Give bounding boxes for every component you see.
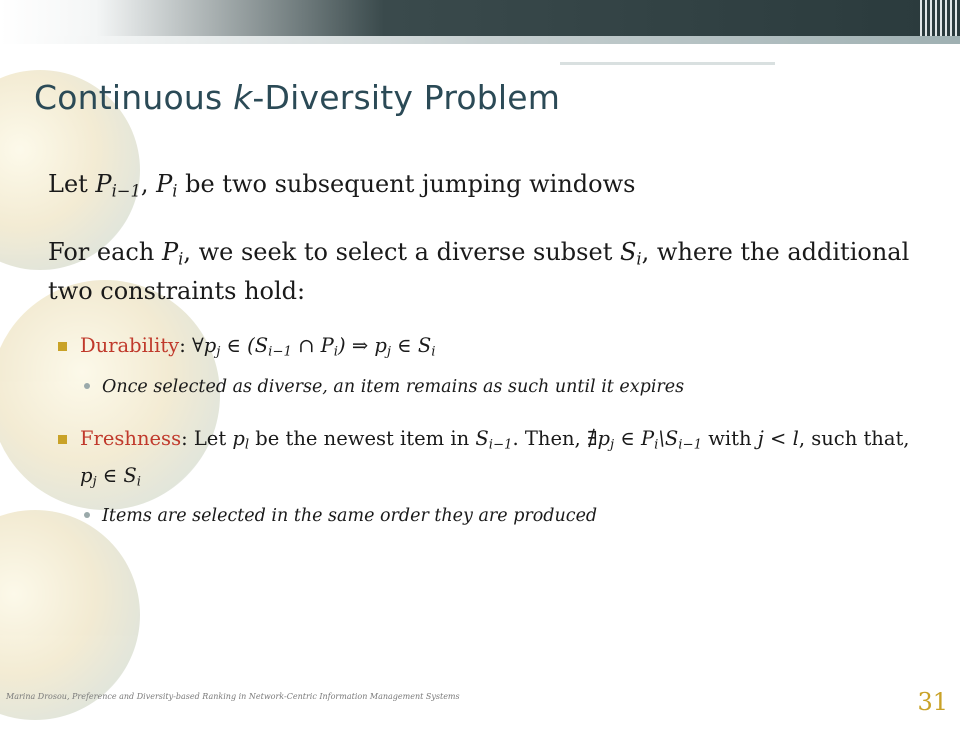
bullet-dot-icon [84, 383, 90, 389]
freshness-note: Items are selected in the same order they are produced [48, 503, 928, 529]
intro-paragraph-2: For each $P_i$, we seek to select a diverse subset $S_i$, where the additional two constraints hold: [48, 237, 910, 306]
header-stripes [920, 0, 960, 36]
intro-paragraph-1: Let $P_{i-1}$, $P_i$ be two subsequent jumping windows [48, 170, 636, 201]
page-number: 31 [917, 688, 948, 716]
header-bar [0, 0, 960, 36]
slide-title: Continuous k-Diversity Problem [34, 78, 561, 117]
bullet-square-icon [58, 435, 67, 444]
bullet-dot-icon [84, 512, 90, 518]
bullet-square-icon [58, 342, 67, 351]
durability-bullet: Durability: $\forall p_j$ ∈ ($S_{i-1}$ ∩ $P_i$) ⇒ $p_j$ ∈ $S_i$ [48, 331, 928, 368]
header-rule [0, 36, 960, 44]
slide-body [48, 168, 928, 529]
header-accent-line [560, 62, 775, 65]
durability-note: Once selected as diverse, an item remains as such until it expires [48, 374, 928, 400]
footer-citation: Marina Drosou, Preference and Diversity-based Ranking in Network-Centric Information Management Systems [6, 692, 460, 701]
freshness-bullet: Freshness: Let $p_l$ be the newest item in $S_{i-1}$. Then, $∄p_j$ ∈ $P_i\backslash S_{i-1}$ with j < l, such that, $p_j$ ∈ $S_i$ [48, 424, 928, 497]
